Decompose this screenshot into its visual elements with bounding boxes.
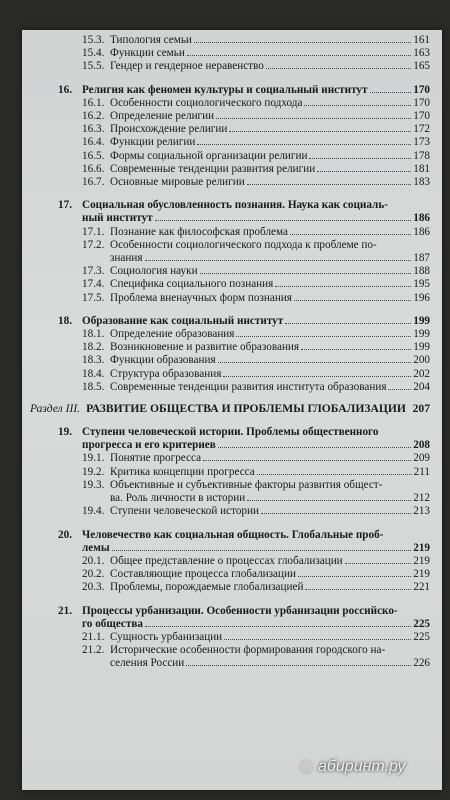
toc-entry: 17.1. Познание как философская проблема 186 <box>82 225 430 238</box>
toc-entry: 18.1. Определение образования 199 <box>82 328 430 341</box>
chapter-20-cont: лемы 219 <box>82 541 430 554</box>
toc-entry: 16.2. Определение религии 170 <box>82 110 430 123</box>
toc-entry-cont: знания 187 <box>110 252 430 265</box>
toc-entry: 18.5. Современные тенденции развития института образования 204 <box>82 380 430 393</box>
toc-entry: 17.3. Социология науки 188 <box>82 265 430 278</box>
toc-entry: 18.2. Возникновение и развитие образования 199 <box>82 341 430 354</box>
toc-entry: 17.2. Особенности социологического подхода к проблеме по- <box>82 238 377 251</box>
toc-entry: 19.4. Ступени человеческой истории 213 <box>82 505 430 518</box>
toc-entry: 15.4. Функции семьи 163 <box>82 47 430 60</box>
toc-entry: 16.4. Функции религии 173 <box>82 136 430 149</box>
toc-entry: 16.1. Особенности социологического подхода 170 <box>82 96 430 109</box>
chapter-18: 18. Образование как социальный институт 199 <box>58 314 430 327</box>
chapter-17: 17. Социальная обусловленность познания. Наука как социаль- <box>58 199 388 212</box>
chapter-21-cont: го общества 225 <box>82 617 430 630</box>
chapter-19-cont: прогресса и его критериев 208 <box>82 439 430 452</box>
toc-entry: 20.3. Проблемы, порождаемые глобализацией 221 <box>82 581 430 594</box>
labyrinth-logo-icon <box>298 759 314 775</box>
toc-entry: 15.5. Гендер и гендерное неравенство 165 <box>82 60 430 73</box>
toc-entry: 16.3. Происхождение религии 172 <box>82 123 430 136</box>
toc-entry: 19.1. Понятие прогресса 209 <box>82 452 430 465</box>
toc-entry: 18.3. Функции образования 200 <box>82 354 430 367</box>
toc-entry: 18.4. Структура образования 202 <box>82 367 430 380</box>
chapter-21: 21. Процессы урбанизации. Особенности урбанизации российско- <box>58 604 398 617</box>
toc-entry: 20.1. Общее представление о процессах глобализации 219 <box>82 554 430 567</box>
toc-entry: 17.5. Проблема вненаучных форм познания 196 <box>82 291 430 304</box>
toc-entry: 16.7. Основные мировые религии 183 <box>82 176 430 189</box>
watermark: абиринт.ру <box>298 758 405 776</box>
toc-entry: 21.1. Сущность урбанизации 225 <box>82 630 430 643</box>
toc-entry-cont: ва. Роль личности в истории 212 <box>110 492 430 505</box>
chapter-17-cont: ный институт 186 <box>82 212 430 225</box>
toc-entry: 19.3. Объективные и субъективные факторы развития общест- <box>82 478 383 491</box>
toc-entry: 16.5. Формы социальной организации религии 178 <box>82 149 430 162</box>
chapter-16: 16. Религия как феномен культуры и социальный институт 170 <box>58 83 430 96</box>
chapter-20: 20. Человечество как социальная общность. Глобальные проб- <box>58 528 384 541</box>
toc-entry: 21.2. Исторические особенности формирования городского на- <box>82 644 386 657</box>
toc-entry: 17.4. Специфика социального познания 195 <box>82 278 430 291</box>
section-III: Раздел III. РАЗВИТИЕ ОБЩЕСТВА И ПРОБЛЕМЫ ГЛОБАЛИЗАЦИИ 207 <box>30 402 430 416</box>
toc-entry: 16.6. Современные тенденции развития религии 181 <box>82 162 430 175</box>
toc-entry: 20.2. Составляющие процесса глобализации 219 <box>82 568 430 581</box>
table-of-contents <box>30 34 430 671</box>
chapter-19: 19. Ступени человеческой истории. Проблемы общественного <box>58 426 379 439</box>
toc-entry: 19.2. Критика концепции прогресса 211 <box>82 465 430 478</box>
toc-entry: 15.3. Типология семьи 161 <box>82 34 430 46</box>
toc-entry-cont: селения России 226 <box>110 657 430 670</box>
